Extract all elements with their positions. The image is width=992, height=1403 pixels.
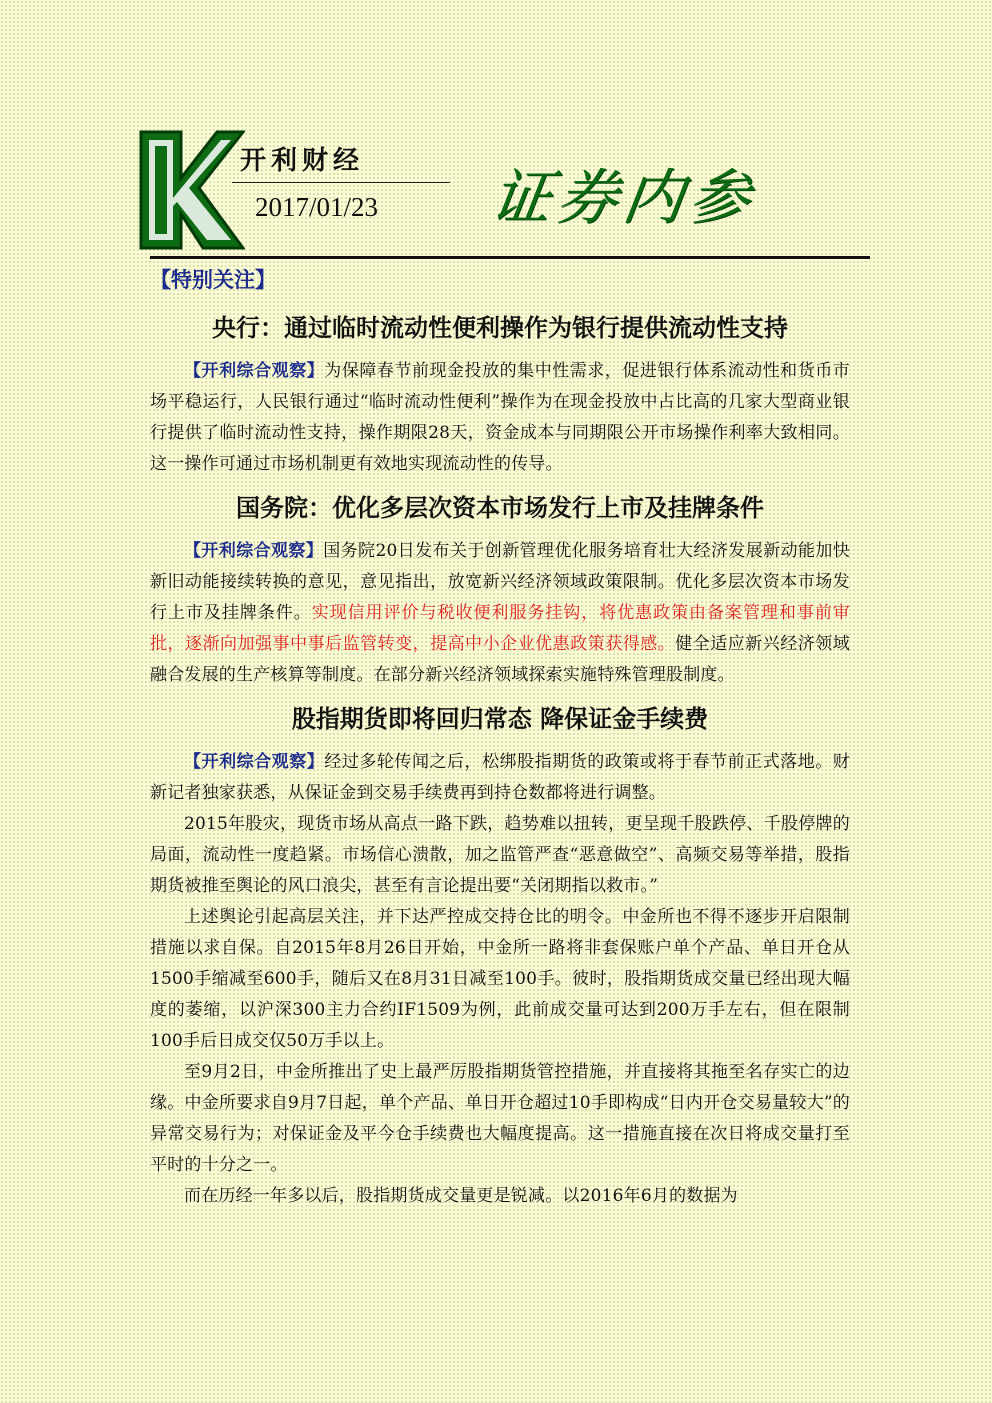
- article-paragraph: [150, 747, 850, 809]
- article-stock-index-futures: [150, 699, 850, 1212]
- header-rule: [150, 256, 870, 259]
- brand-divider: [232, 182, 450, 183]
- observation-tag: 【开利综合观察】: [184, 752, 325, 772]
- article-headline: 股指期货即将回归常态 降保证金手续费: [291, 705, 709, 733]
- article-headline: 央行：通过临时流动性便利操作为银行提供流动性支持: [212, 314, 788, 342]
- article-headline: 国务院：优化多层次资本市场发行上市及挂牌条件: [236, 494, 764, 522]
- highlighted-text: 实现信用评价与税收便利服务挂钩，将优惠政策由备案管理和事前审批，逐渐向加强事中事后监管转变，提高中小企业优惠政策获得感。: [150, 603, 850, 654]
- article-paragraph: 2015年股灾，现货市场从高点一路下跌，趋势难以扭转，更呈现千股跌停、千股停牌的局面，流动性一度趋紧。市场信心溃散，加之监管严查“恶意做空”、高频交易等举措，股指期货被推至舆论的风口浪尖，甚至有言论提出要“关闭期指以救市。”: [150, 814, 850, 896]
- observation-tag: 【开利综合观察】: [184, 361, 325, 381]
- content: [150, 308, 850, 1220]
- observation-tag: 【开利综合观察】: [184, 541, 324, 561]
- article-pboc: [150, 308, 850, 480]
- article-paragraph: [150, 536, 850, 691]
- article-state-council: [150, 488, 850, 691]
- paragraph-text: 经过多轮传闻之后，松绑股指期货的政策或将于春节前正式落地。财新记者独家获悉，从保证金到交易手续费再到持仓数都将进行调整。: [150, 752, 850, 803]
- article-paragraph: 而在历经一年多以后，股指期货成交量更是锐减。以2016年6月的数据为: [184, 1186, 738, 1206]
- article-paragraph: [150, 356, 850, 480]
- article-paragraph: 至9月2日，中金所推出了史上最严厉股指期货管控措施，并直接将其拖至名存实亡的边缘。中金所要求自9月7日起，单个产品、单日开仓超过10手即构成“日内开仓交易量较大”的异常交易行为；对保证金及平今仓手续费也大幅度提高。这一措施直接在次日将成交量打至平时的十分之一。: [150, 1062, 850, 1175]
- brand-name: 开利财经: [240, 146, 365, 176]
- publication-title: 证券内参: [486, 163, 761, 233]
- paragraph-text: 国务院20日发布关于创新管理优化服务培育壮大经济发展新动能加快新旧动能接续转换的意见，意见指出，放宽新兴经济领域政策限制。优化多层次资本市场发行上市及挂牌条件。: [150, 541, 850, 623]
- article-paragraph: 上述舆论引起高层关注，并下达严控成交持仓比的明令。中金所也不得不逐步开启限制措施以求自保。自2015年8月26日开始，中金所一路将非套保账户单个产品、单日开仓从1500手缩减至600手，随后又在8月31日减至100手。彼时，股指期货成交量已经出现大幅度的萎缩，以沪深300主力合约IF1509为例，此前成交量可达到200万手左右，但在限制100手后日成交仅50万手以上。: [150, 907, 850, 1051]
- paragraph-text: 为保障春节前现金投放的集中性需求，促进银行体系流动性和货币市场平稳运行，人民银行通过“临时流动性便利”操作为在现金投放中占比高的几家大型商业银行提供了临时流动性支持，操作期限28天，资金成本与同期限公开市场操作利率大致相同。这一操作可通过市场机制更有效地实现流动性的传导。: [150, 361, 850, 474]
- issue-date: 2017/01/23: [255, 192, 379, 222]
- paragraph-text: 健全适应新兴经济领域融合发展的生产核算等制度。在部分新兴经济领域探索实施特殊管理股制度。: [150, 634, 851, 685]
- k-logo-icon: [133, 128, 245, 252]
- section-tag: 【特别关注】: [150, 268, 276, 292]
